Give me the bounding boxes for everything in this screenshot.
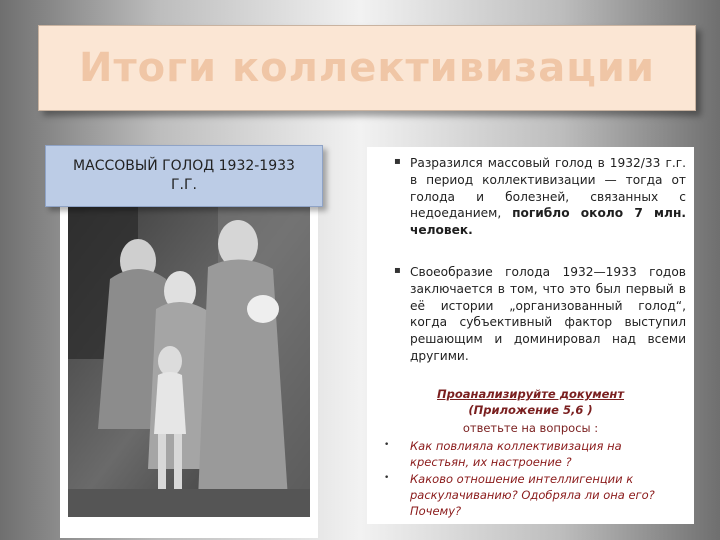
bullet-2-text: Своеобразие голода 1932—1933 годов заключается в том, что это был первый в её истории „организованный голод“, когда субъективный фактор выступил решающим и доминировал над всеми другими. — [410, 265, 686, 363]
text-panel — [367, 147, 694, 524]
caption-text: МАССОВЫЙ ГОЛОД 1932-1933 Г.Г. — [73, 158, 295, 193]
bullet-marker: ▪ — [394, 156, 401, 167]
question-item: Как повлияла коллективизация на крестьян, их настроение ? — [410, 439, 622, 469]
bullet-1-bold: погибло около 7 млн. человек. — [410, 206, 686, 238]
question-marker: • — [384, 440, 390, 450]
bullet-famine-nature — [410, 264, 686, 365]
question-marker: • — [384, 473, 390, 483]
answer-instruction: ответьте на вопросы : — [462, 421, 599, 435]
photo-image — [68, 199, 310, 517]
bullet-famine-text — [410, 155, 686, 239]
analyze-document-link[interactable]: Проанализируйте документ — [437, 387, 624, 401]
caption-box — [45, 145, 323, 207]
bullet-1-text: Разразился массовый голод в 1932/33 г.г. в период коллективизации — тогда от голода и болезней, связанных с недоеданием, — [410, 156, 686, 221]
title-box — [38, 25, 696, 111]
question-item: Каково отношение интеллигенции к раскулачиванию? Одобряла ли она его? Почему? — [410, 472, 655, 518]
historical-photo — [68, 199, 310, 517]
slide-title: Итоги коллективизации — [79, 45, 655, 91]
bullet-marker: ▪ — [394, 265, 401, 276]
appendix-reference: (Приложение 5,6 ) — [468, 403, 593, 417]
